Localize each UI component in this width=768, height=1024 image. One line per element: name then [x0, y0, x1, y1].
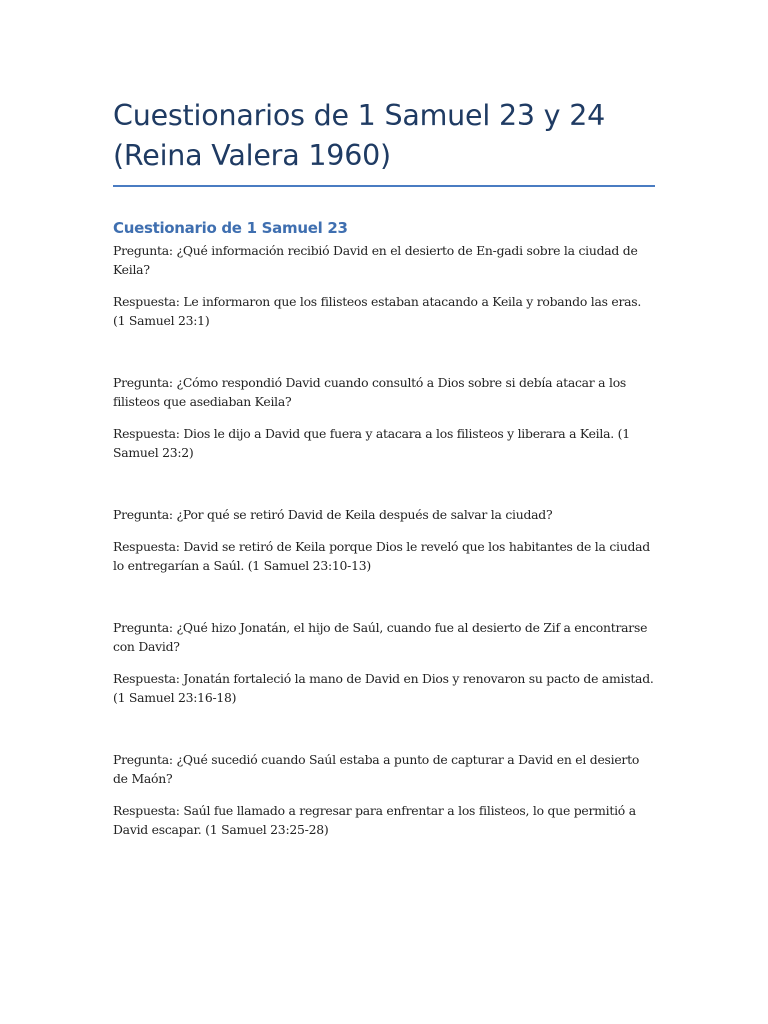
question-text: Pregunta: ¿Qué información recibió David en el desierto de En-gadi sobre la ciudad de Keila?: [113, 243, 638, 277]
question-text: Pregunta: ¿Cómo respondió David cuando consultó a Dios sobre si debía atacar a los filisteos que asediaban Keila?: [113, 375, 627, 409]
qa-item: [113, 241, 655, 330]
question-text: Pregunta: ¿Por qué se retiró David de Keila después de salvar la ciudad?: [113, 507, 553, 522]
answer-text: Respuesta: Le informaron que los filisteos estaban atacando a Keila y robando las eras. (1 Samuel 23:1): [113, 294, 642, 328]
answer-text: Respuesta: David se retiró de Keila porque Dios le reveló que los habitantes de la ciudad lo entregarían a Saúl. (1 Samuel 23:10-13): [113, 539, 650, 573]
qa-item: [113, 618, 655, 707]
answer-text: Respuesta: Dios le dijo a David que fuera y atacara a los filisteos y liberara a Keila. (1 Samuel 23:2): [113, 426, 630, 460]
document-title-line-2: (Reina Valera 1960): [113, 139, 391, 172]
document-title: [113, 96, 655, 176]
section-heading: Cuestionario de 1 Samuel 23: [113, 219, 348, 237]
qa-item: [113, 373, 655, 462]
document-title-line-1: Cuestionarios de 1 Samuel 23 y 24: [113, 99, 606, 132]
qa-item: [113, 750, 655, 839]
title-underline-rule: [113, 185, 655, 187]
question-text: Pregunta: ¿Qué hizo Jonatán, el hijo de Saúl, cuando fue al desierto de Zif a encontrarse con David?: [113, 620, 648, 654]
answer-text: Respuesta: Jonatán fortaleció la mano de David en Dios y renovaron su pacto de amistad. (1 Samuel 23:16-18): [113, 671, 654, 705]
document-page: [113, 96, 655, 882]
question-text: Pregunta: ¿Qué sucedió cuando Saúl estaba a punto de capturar a David en el desierto de Maón?: [113, 752, 640, 786]
qa-item: [113, 505, 655, 575]
answer-text: Respuesta: Saúl fue llamado a regresar para enfrentar a los filisteos, lo que permitió a David escapar. (1 Samuel 23:25-28): [113, 803, 636, 837]
qa-list: [113, 241, 655, 839]
